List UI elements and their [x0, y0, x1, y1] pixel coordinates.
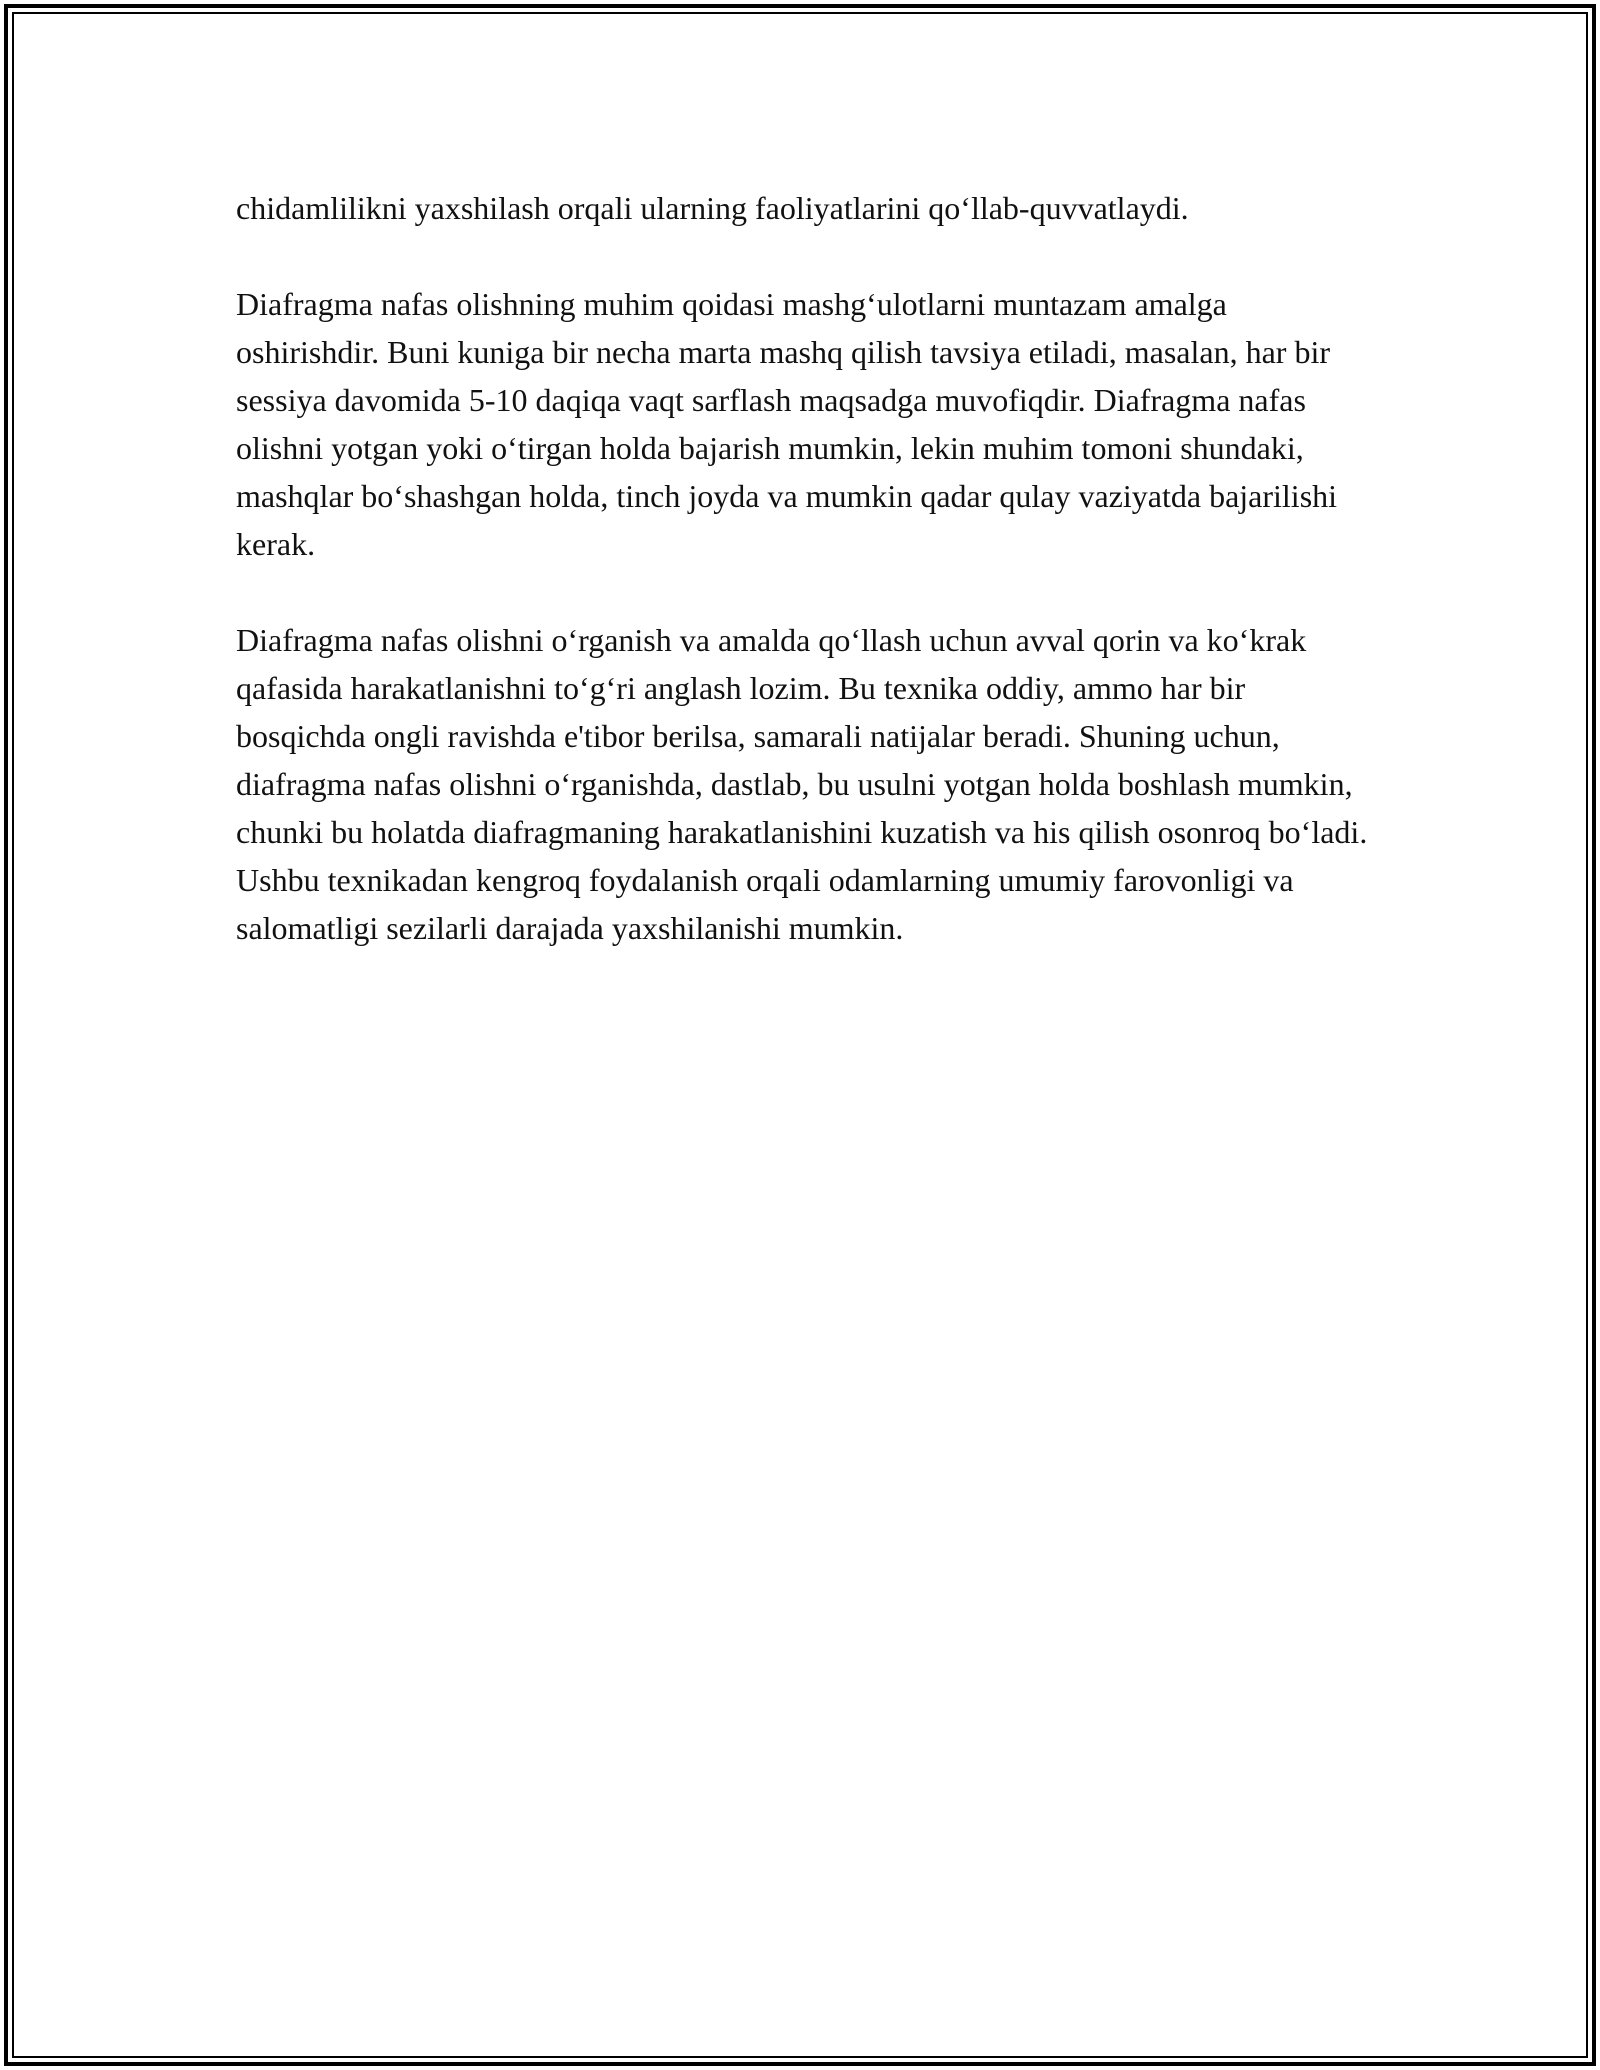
paragraph-1: chidamlilikni yaxshilash orqali ularning faoliyatlarini qo‘llab-quvvatlaydi.: [236, 190, 1189, 226]
paragraph-2: Diafragma nafas olishning muhim qoidasi mashg‘ulotlarni muntazam amalga oshirishdir. Buni kuniga bir necha marta mashq qilish tavsiya etiladi, masalan, har bir sessiya davomida 5-10 daqiqa vaqt sarflash maqsadga muvofiqdir. Diafragma nafas olishni yotgan yoki o‘tirgan holda bajarish mumkin, lekin muhim tomoni shundaki, mashqlar bo‘shashgan holda, tinch joyda va mumkin qadar qulay vaziyatda bajarilishi kerak.: [236, 286, 1338, 562]
document-body: [236, 184, 1376, 1000]
paragraph-3: Diafragma nafas olishni o‘rganish va amalda qo‘llash uchun avval qorin va ko‘krak qafasida harakatlanishni to‘g‘ri anglash lozim. Bu texnika oddiy, ammo har bir bosqichda ongli ravishda e'tibor berilsa, samarali natijalar beradi. Shuning uchun, diafragma nafas olishni o‘rganishda, dastlab, bu usulni yotgan holda boshlash mumkin, chunki bu holatda diafragmaning harakatlanishini kuzatish va his qilish osonroq bo‘ladi. Ushbu texnikadan kengroq foydalanish orqali odamlarning umumiy farovonligi va salomatligi sezilarli darajada yaxshilanishi mumkin.: [236, 622, 1368, 946]
